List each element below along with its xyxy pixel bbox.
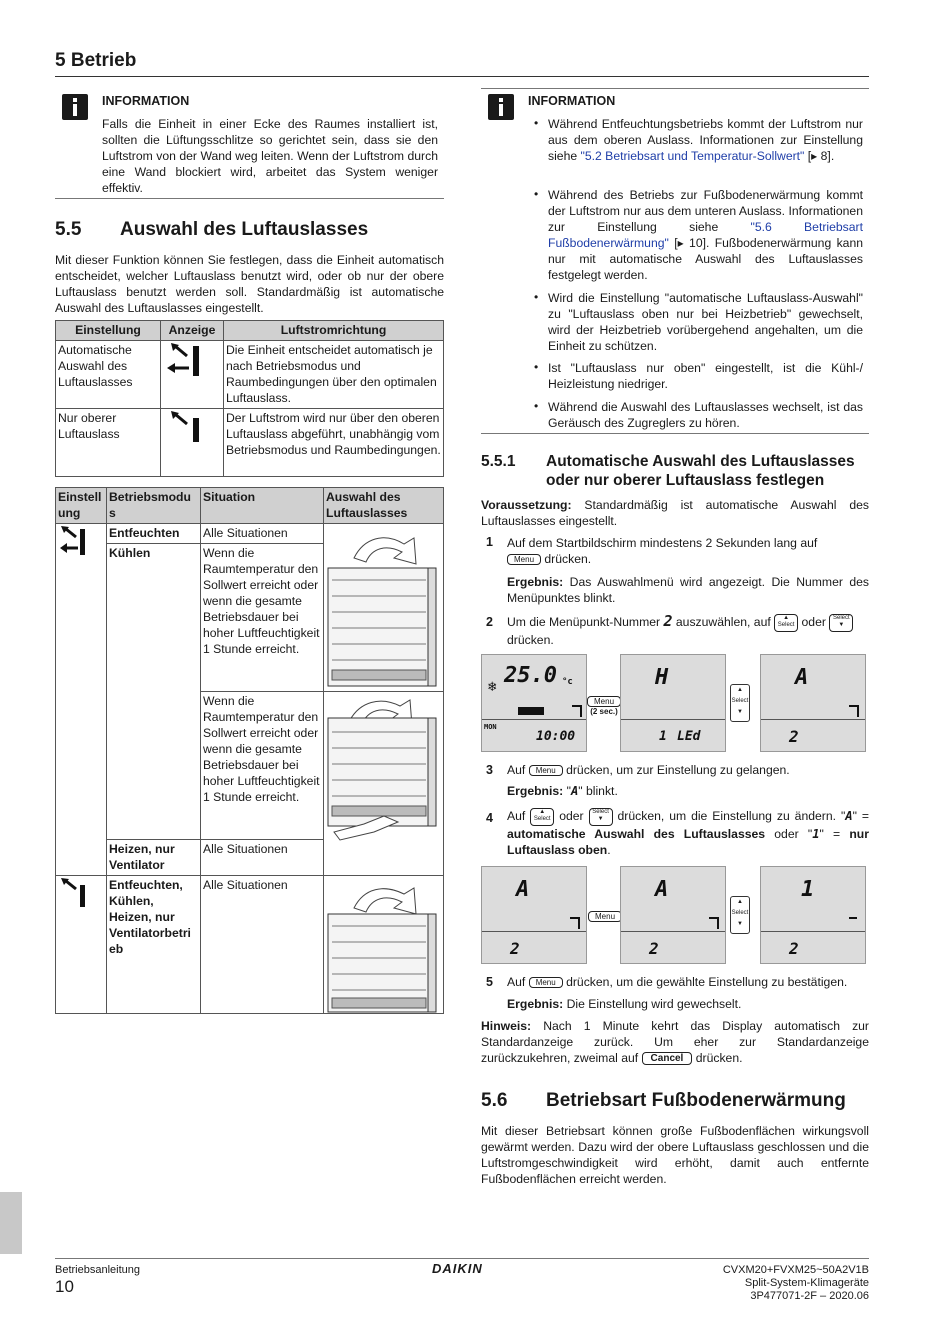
- bullet: •: [534, 290, 539, 304]
- unit-upper-airflow-illustration: [324, 884, 440, 1016]
- section-intro: Mit dieser Funktion können Sie festlegen, dass die Einheit automatisch entscheidet, welcher Luftauslass benutzt wird, oder ob nur der obere Luftauslass benutzt werden soll. Standardmäßig ist automatische Auswahl des Luftauslasses eingestellt.: [55, 253, 444, 315]
- subsection-number: 5.5.1: [481, 453, 516, 470]
- temperature-readout: 25.0: [504, 663, 557, 688]
- day-label: MON: [484, 723, 497, 731]
- unit-label: °c: [562, 677, 573, 687]
- info-bullet-4: Ist "Luftauslass nur oben" eingestellt, ist die Kühl-/ Heizleistung niedriger.: [548, 361, 863, 391]
- result-3: Ergebnis: "A" blinkt.: [507, 784, 618, 798]
- info-rule: [481, 433, 869, 434]
- section-text: Mit dieser Betriebsart können große Fußbodenflächen wirkungsvoll gewärmt werden. Dazu wird der obere Luftauslass geschlossen und die Luftstromgeschwindigkeit wird erhöht, damit auch entfernte Fußbodenflächen erreicht werden.: [481, 1124, 869, 1186]
- table-header: Betriebsmodu s: [107, 488, 201, 524]
- menu-button[interactable]: Menu: [507, 554, 541, 565]
- side-tab-marker: [0, 1192, 22, 1254]
- step-number: 1: [486, 535, 493, 549]
- select-down-button[interactable]: Select ▼: [589, 808, 613, 826]
- table-cell: Wenn die Raumtemperatur den Sollwert erreicht oder wenn die gesamte Betriebsdauer bei hoher Luftfeuchtigkeit 1 Stunde erreicht.: [201, 692, 324, 840]
- table-header: Einstell ung: [56, 488, 107, 524]
- table-row: [56, 409, 444, 477]
- select-up-button[interactable]: ▲ Select: [530, 808, 554, 826]
- table-cell: [161, 409, 224, 477]
- table-header: Anzeige: [161, 321, 224, 341]
- step-1: Auf dem Startbildschirm mindestens 2 Sekunden lang auf Menu drücken.: [507, 536, 818, 566]
- step-number: 5: [486, 975, 493, 989]
- table-cell: Nur oberer Luftauslass: [56, 409, 161, 477]
- remote-display: [481, 654, 587, 752]
- menu-button[interactable]: Menu: [588, 908, 622, 926]
- unit-upper-airflow-illustration: [324, 528, 440, 692]
- step-number: 4: [486, 811, 493, 825]
- info-text: Falls die Einheit in einer Ecke des Raumes installiert ist, sollten die Lüftungsschlitze so gerichtet sein, dass sie den Luftstrom von der Wand weg leiten. Wenn der Luftstrom durch eine Wand blockiert wird, arbeitet das System weniger effektiv.: [102, 117, 438, 195]
- section-number: 5.6: [481, 1090, 508, 1111]
- cancel-button[interactable]: Cancel: [642, 1052, 693, 1065]
- upper-outlet-icon: [163, 410, 213, 446]
- bullet: •: [534, 399, 539, 413]
- info-heading: INFORMATION: [528, 94, 616, 108]
- table-header: Luftstromrichtung: [224, 321, 444, 341]
- step-4: Auf ▲ Select oder Select ▼ drücken, um die Einstellung zu ändern. "A" = automatische Auswahl des Luftauslasses oder "1" = nur Luftauslass oben.: [507, 809, 870, 857]
- footer-doc-title: Betriebsanleitung: [55, 1264, 141, 1276]
- bullet: •: [534, 116, 539, 130]
- bullet: •: [534, 187, 539, 201]
- hint: Hinweis: Nach 1 Minute kehrt das Display automatisch zur Standardanzeige zurück. Um eher zur Standardanzeige zurückzukehren, zweimal auf Cancel drücken.: [481, 1019, 869, 1065]
- subsection-title: Automatische Auswahl des Luftauslasses oder nur oberer Luftauslass festlegen: [546, 453, 855, 489]
- table-cell: Wenn die Raumtemperatur den Sollwert erreicht oder wenn die gesamte Betriebsdauer bei hoher Luftfeuchtigkeit 1 Stunde erreicht.: [201, 544, 324, 692]
- table-cell: Der Luftstrom wird nur über den oberen Luftauslass abgeführt, unabhängig vom Betriebsmodus und Raumbedingungen.: [224, 409, 444, 477]
- menu-button[interactable]: Menu: [529, 765, 563, 776]
- prerequisite: Voraussetzung: Standardmäßig ist automatische Auswahl des Luftauslasses eingestellt.: [481, 498, 869, 528]
- info-bullet-2: Während des Betriebs zur Fußbodenerwärmung kommt der Luftstrom nur aus dem unteren Auslass. Informationen zur Einstellung siehe "5.6 Betriebsart Fußbodenerwärmung" [▸ 10]. Fußbodenerwärmung kann nur mit automatische Auswahl des Luftauslasses festgelegt werden.: [548, 188, 863, 282]
- step-3: Auf Menu drücken, um zur Einstellung zu gelangen.: [507, 763, 790, 777]
- step-number: 3: [486, 763, 493, 777]
- section-number: 5.5: [55, 219, 82, 240]
- info-rule: [55, 198, 444, 199]
- footer-product: Split-System-Klimageräte: [744, 1277, 869, 1289]
- select-up-button[interactable]: ▲ Select: [774, 614, 798, 632]
- table-cell: [161, 341, 224, 409]
- chapter-title: 5 Betrieb: [55, 50, 137, 71]
- select-down-button[interactable]: Select ▼: [829, 614, 853, 632]
- footer-doc-number: 3P477071-2F – 2020.06: [750, 1290, 869, 1302]
- info-bullet-1: Während Entfeuchtungsbetriebs kommt der Luftstrom nur aus dem oberen Auslass. Informationen zur Einstellung siehe "5.2 Betriebsart und Temperatur-Sollwert" [▸ 8].: [548, 117, 863, 163]
- auto-outlet-icon: [58, 525, 98, 561]
- unit-both-airflow-illustration: [324, 696, 440, 842]
- remote-display: 1 2: [760, 866, 866, 964]
- step-5: Auf Menu drücken, um die gewählte Einstellung zu bestätigen.: [507, 975, 848, 989]
- remote-display: A 2: [620, 866, 726, 964]
- info-icon: [62, 94, 88, 120]
- page-number: 10: [55, 1277, 74, 1296]
- info-icon: [488, 94, 514, 120]
- header-rule: [55, 76, 869, 77]
- table-cell: Kühlen: [107, 544, 201, 840]
- footer-model: CVXM20+FVXM25~50A2V1B: [722, 1264, 869, 1276]
- table-header: Auswahl des Luftauslasses: [324, 488, 444, 524]
- table-cell: [56, 876, 107, 1014]
- table-cell: [56, 524, 107, 876]
- result-1: Ergebnis: Das Auswahlmenü wird angezeigt. Die Nummer des Menüpunktes blinkt.: [507, 575, 869, 605]
- info-heading: INFORMATION: [102, 94, 190, 108]
- footer-rule: [55, 1258, 869, 1259]
- section-title: Betriebsart Fußbodenerwärmung: [546, 1090, 846, 1111]
- info-rule: [481, 88, 869, 89]
- remote-display: A 2: [760, 654, 866, 752]
- section-title: Auswahl des Luftauslasses: [120, 219, 369, 240]
- link-5-6[interactable]: "5.6 Betriebsart Fußbodenerwärmung": [548, 220, 863, 250]
- fan-icon: ❄: [488, 679, 497, 695]
- auto-outlet-icon: [163, 342, 213, 382]
- table-cell: Entfeuchten, Kühlen, Heizen, nur Ventilatorbetri eb: [107, 876, 201, 1014]
- table-row: [56, 341, 444, 409]
- table-cell: Entfeuchten: [107, 524, 201, 544]
- upper-outlet-icon: [58, 877, 98, 913]
- menu-button[interactable]: Menu: [529, 977, 563, 988]
- bullet: •: [534, 360, 539, 374]
- table-cell: Alle Situationen: [201, 840, 324, 876]
- outlet-table: [55, 320, 444, 477]
- menu-hold-button[interactable]: Menu (2 sec.): [587, 696, 621, 716]
- table-cell: Alle Situationen: [201, 876, 324, 1014]
- step-2: Um die Menüpunkt-Nummer 2 auszuwählen, auf ▲ Select oder Select ▼ drücken.: [507, 613, 869, 649]
- select-button[interactable]: ▲ Select ▼: [730, 684, 750, 722]
- info-bullet-5: Während die Auswahl des Luftauslasses wechselt, ist das Geräusch des Zugreglers zu hören.: [548, 400, 863, 430]
- select-button[interactable]: ▲ Select ▼: [730, 896, 750, 934]
- info-bullet-3: Wird die Einstellung "automatische Luftauslass-Auswahl" zu "Luftauslass oben nur bei Heizbetrieb" gewechselt, wird der Heizbetrieb vorübergehend angehalten, um die Einheit zu schützen.: [548, 291, 863, 353]
- link-5-2[interactable]: "5.2 Betriebsart und Temperatur-Sollwert": [580, 149, 805, 163]
- table-header: Einstellung: [56, 321, 161, 341]
- remote-display: H 1 LEd: [620, 654, 726, 752]
- time-readout: 10:00: [536, 729, 576, 744]
- table-header: Situation: [201, 488, 324, 524]
- table-cell: Heizen, nur Ventilator: [107, 840, 201, 876]
- table-cell: Die Einheit entscheidet automatisch je nach Betriebsmodus und Raumbedingungen über den optimalen Luftauslass.: [224, 341, 444, 409]
- step-number: 2: [486, 615, 493, 629]
- remote-display: A 2: [481, 866, 587, 964]
- table-cell: Automatische Auswahl des Luftauslasses: [56, 341, 161, 409]
- brand-logo: DAIKIN: [432, 1261, 483, 1276]
- table-cell: Alle Situationen: [201, 524, 324, 544]
- result-5: Ergebnis: Die Einstellung wird gewechselt.: [507, 997, 742, 1011]
